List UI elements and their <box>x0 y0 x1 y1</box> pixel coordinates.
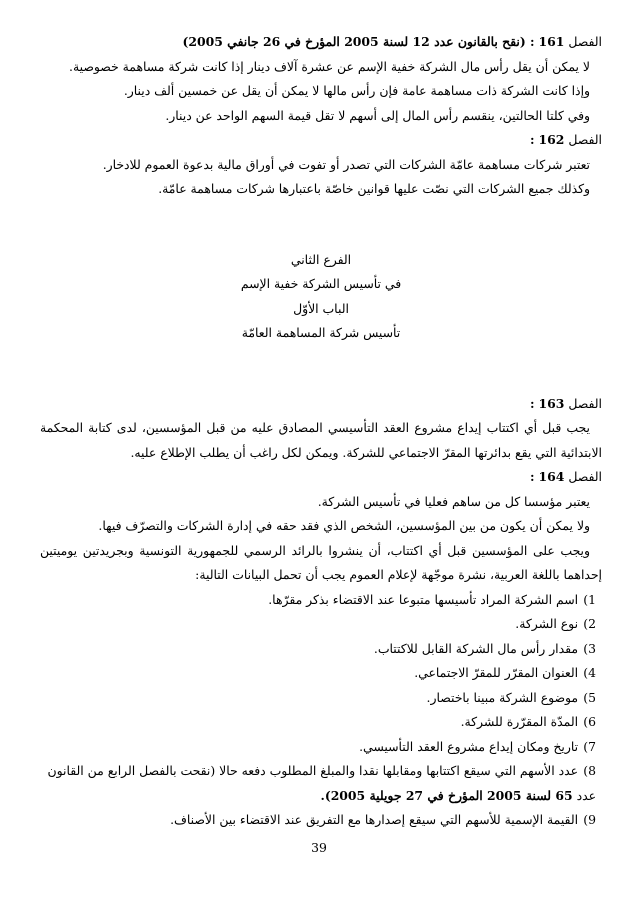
article-164-line: ولا يمكن أن يكون من بين المؤسسين، الشخص الذي فقد حقه في إدارة الشركات والتصرّف فيها. <box>98 518 590 533</box>
list-item <box>40 588 602 613</box>
list-item-text: اسم الشركة المراد تأسيسها متبوعا عند الاقتضاء بذكر مقرّها. <box>268 591 579 607</box>
list-item-continuation <box>40 784 602 809</box>
list-item-number: 1) <box>583 591 596 607</box>
spacer <box>40 202 602 248</box>
list-item-text: تاريخ ومكان إيداع مشروع العقد التأسيسي. <box>359 738 579 754</box>
page-number: 39 <box>311 840 327 855</box>
list-item-number: 6) <box>583 714 596 729</box>
article-heading-label: الفصل <box>568 34 602 49</box>
list-item-number: 3) <box>583 640 596 656</box>
list-item <box>40 686 602 711</box>
list-item-text: العنوان المقرّر للمقرّ الاجتماعي. <box>414 665 579 680</box>
article-162-heading <box>40 128 602 153</box>
article-heading-number: 161 <box>538 34 565 49</box>
list-item-text-bold: 65 لسنة 2005 المؤرخ في 27 جويلية 2005). <box>320 787 573 803</box>
article-heading-note: : (نقح بالقانون عدد 12 لسنة 2005 المؤرخ في 26 جانفي 2005) <box>182 34 535 49</box>
article-heading-number: 163 <box>538 395 565 411</box>
section-title: في تأسيس الشركة خفية الإسم <box>240 276 402 291</box>
list-item <box>40 759 602 784</box>
article-heading-label: الفصل <box>568 132 602 147</box>
article-heading-number: 162 <box>538 132 565 147</box>
list-item-number: 5) <box>583 689 596 705</box>
article-161-line: لا يمكن أن يقل رأس مال الشركة خفية الإسم عن عشرة آلاف دينار إذا كانت شركة مساهمة خصوصية. <box>69 58 590 74</box>
article-heading-label: الفصل <box>568 395 602 411</box>
list-item-number: 7) <box>583 738 596 754</box>
list-item-text: موضوع الشركة مبينا باختصار. <box>426 689 579 705</box>
article-heading-label: الفصل <box>568 469 602 484</box>
article-164-line: إحداهما باللغة العربية، نشرة موجّهة لإعلام العموم يجب أن تحمل البيانات التالية: <box>195 567 602 582</box>
article-heading-suffix: : <box>530 132 535 147</box>
list-item-number: 2) <box>583 616 596 631</box>
list-item <box>40 661 602 686</box>
article-162-line: تعتبر شركات مساهمة عامّة الشركات التي تصدر أو تفوت في أوراق مالية بدعوة العموم للادخار. <box>102 156 590 172</box>
article-161-heading <box>40 30 602 55</box>
document-page <box>40 30 602 833</box>
article-164-heading <box>40 465 602 490</box>
section-title: تأسيس شركة المساهمة العامّة <box>241 325 401 340</box>
article-heading-suffix: : <box>530 395 535 411</box>
list-item-number: 8) <box>583 763 596 778</box>
list-item-text: عدد الأسهم التي سيقع اكتتابها ومقابلها نقدا والمبلغ المطلوب دفعه حالا (نقحت بالفصل الرابع من القانون <box>47 763 579 778</box>
list-item <box>40 710 602 735</box>
list-item-text: نوع الشركة. <box>515 616 579 631</box>
list-item <box>40 808 602 833</box>
spacer <box>40 346 602 392</box>
article-161-line: وإذا كانت الشركة ذات مساهمة عامة فإن رأس مالها لا يمكن أن يقل عن خمسين ألف دينار. <box>123 83 590 98</box>
list-item <box>40 637 602 662</box>
list-item-text: عدد <box>576 787 596 803</box>
list-item-text: مقدار رأس مال الشركة القابل للاكتتاب. <box>373 640 579 656</box>
article-161-line: وفي كلتا الحالتين، ينقسم رأس المال إلى أسهم لا تقل قيمة السهم الواحد عن دينار. <box>165 107 590 123</box>
article-163-line: الابتدائية التي يقع بدائرتها المقرّ الاجتماعي للشركة. ويمكن لكل راغب أن يطلب الإطلاع عليه. <box>130 444 602 460</box>
article-163-heading <box>40 392 602 417</box>
section-title: الفرع الثاني <box>290 251 352 267</box>
article-heading-suffix: : <box>530 469 535 484</box>
list-item-number: 4) <box>583 665 596 680</box>
section-title: الباب الأوّل <box>293 300 349 316</box>
article-heading-number: 164 <box>538 469 565 484</box>
article-162-line: وكذلك جميع الشركات التي نصّت عليها قوانين خاصّة باعتبارها شركات مساهمة عامّة. <box>158 181 590 196</box>
list-item-number: 9) <box>583 812 596 827</box>
list-item-text: المدّة المقرّرة للشركة. <box>460 714 579 729</box>
article-163-line: يجب قبل أي اكتتاب إيداع مشروع العقد التأسيسي المصادق عليه من قبل المؤسسين، لدى كتابة المحكمة <box>40 420 590 435</box>
article-164-line: ويجب على المؤسسين قبل أي اكتتاب، أن ينشروا بالرائد الرسمي للجمهورية التونسية وبجريدتين يوميتين <box>40 542 590 558</box>
list-item-text: القيمة الإسمية للأسهم التي سيقع إصدارها مع التفريق عند الاقتضاء بين الأصناف. <box>170 812 579 827</box>
list-item <box>40 735 602 760</box>
list-item <box>40 612 602 637</box>
article-164-line: يعتبر مؤسسا كل من ساهم فعليا في تأسيس الشركة. <box>317 493 590 509</box>
